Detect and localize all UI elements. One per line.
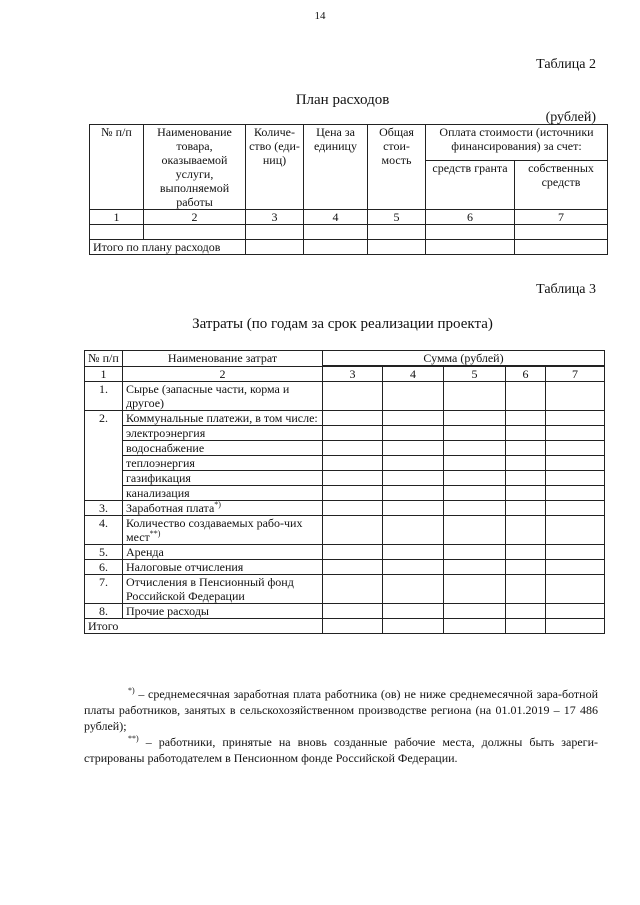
table2-units: (рублей) — [545, 110, 596, 125]
table-row — [85, 382, 605, 411]
column-number-row — [85, 367, 605, 382]
col-number: 1 — [85, 367, 123, 382]
row-name: Прочие расходы — [123, 604, 323, 619]
header-total-cost: Общая стои-мость — [368, 125, 426, 210]
table-row — [85, 516, 605, 545]
column-number-row — [90, 210, 608, 225]
table3-label: Таблица 3 — [536, 282, 596, 297]
table-row — [85, 471, 605, 486]
row-num: 5. — [85, 545, 123, 560]
table-row — [85, 501, 605, 516]
table-row — [85, 411, 605, 426]
footnote — [84, 734, 598, 766]
table-row — [85, 575, 605, 604]
header-sum: Сумма (рублей) — [323, 351, 605, 366]
col-number: 6 — [506, 367, 546, 382]
footnote-text: – работники, принятые на вновь созданные рабочие места, должны быть зареги-стрированы работодателем в Пенсионном фонде Российской Федерации. — [84, 735, 598, 765]
header-payment-sources: Оплата стоимости (источники финансирования) за счет: — [426, 125, 608, 161]
table-row — [85, 426, 605, 441]
table-row — [85, 545, 605, 560]
row-name: Количество создаваемых рабо-чих мест — [126, 516, 303, 544]
footnote — [84, 686, 598, 734]
row-name: Отчисления в Пенсионный фонд Российской Федерации — [123, 575, 323, 604]
header-cost-name: Наименование затрат — [123, 351, 323, 367]
row-name: водоснабжение — [123, 441, 323, 456]
header-quantity: Количе-ство (еди-ниц) — [246, 125, 304, 210]
row-name: Заработная плата — [126, 501, 215, 515]
total-label: Итого — [85, 619, 323, 634]
col-number: 2 — [123, 367, 323, 382]
row-name: газификация — [123, 471, 323, 486]
header-grant-funds: средств гранта — [426, 161, 515, 210]
row-name: канализация — [123, 486, 323, 501]
col-number: 5 — [444, 367, 506, 382]
table2-title: План расходов — [295, 92, 390, 108]
table-row — [85, 560, 605, 575]
col-number: 4 — [304, 210, 368, 225]
footnote-mark: **) — [149, 529, 161, 538]
table-row — [85, 441, 605, 456]
page-number: 14 — [314, 10, 326, 22]
col-number: 6 — [426, 210, 515, 225]
footnote-text: – среднемесячная заработная плата работника (ов) не ниже среднемесячной зара-ботной платы работников, занятых в сельскохозяйственном производстве региона (на 01.01.2019 – 17 486 рублей); — [84, 687, 598, 733]
empty-row — [90, 225, 608, 240]
header-num: № п/п — [85, 351, 123, 367]
row-name-cell — [123, 516, 323, 545]
footnote-mark: **) — [128, 734, 139, 743]
header-own-funds: собственных средств — [515, 161, 608, 210]
footnote-mark: *) — [128, 686, 135, 695]
table-row — [85, 486, 605, 501]
col-number: 2 — [144, 210, 246, 225]
row-name: Налоговые отчисления — [123, 560, 323, 575]
col-number: 7 — [515, 210, 608, 225]
table-row — [85, 604, 605, 619]
row-num: 8. — [85, 604, 123, 619]
footnote-mark: *) — [214, 500, 221, 509]
header-item-name: Наименование товара, оказываемой услуги, выполняемой работы — [144, 125, 246, 210]
expense-plan-table — [89, 124, 608, 255]
row-num: 6. — [85, 560, 123, 575]
row-num: 2. — [85, 411, 123, 501]
row-num: 3. — [85, 501, 123, 516]
col-number: 3 — [246, 210, 304, 225]
row-name: Коммунальные платежи, в том числе: — [123, 411, 323, 426]
costs-table — [84, 350, 605, 634]
row-name-cell — [123, 501, 323, 516]
table2-label: Таблица 2 — [536, 57, 596, 72]
table-row — [85, 456, 605, 471]
row-num: 1. — [85, 382, 123, 411]
row-name: Сырье (запасные части, корма и другое) — [123, 382, 323, 411]
footnotes — [84, 686, 598, 766]
col-number: 4 — [383, 367, 444, 382]
row-num: 4. — [85, 516, 123, 545]
total-row — [90, 240, 608, 255]
col-number: 5 — [368, 210, 426, 225]
col-number: 1 — [90, 210, 144, 225]
header-unit-price: Цена за единицу — [304, 125, 368, 210]
row-name: Аренда — [123, 545, 323, 560]
total-label: Итого по плану расходов — [90, 240, 246, 255]
col-number: 3 — [323, 367, 383, 382]
header-num: № п/п — [90, 125, 144, 210]
row-name: теплоэнергия — [123, 456, 323, 471]
col-number: 7 — [546, 367, 605, 382]
row-num: 7. — [85, 575, 123, 604]
total-row — [85, 619, 605, 634]
table3-title: Затраты (по годам за срок реализации проекта) — [192, 316, 493, 332]
row-name: электроэнергия — [123, 426, 323, 441]
